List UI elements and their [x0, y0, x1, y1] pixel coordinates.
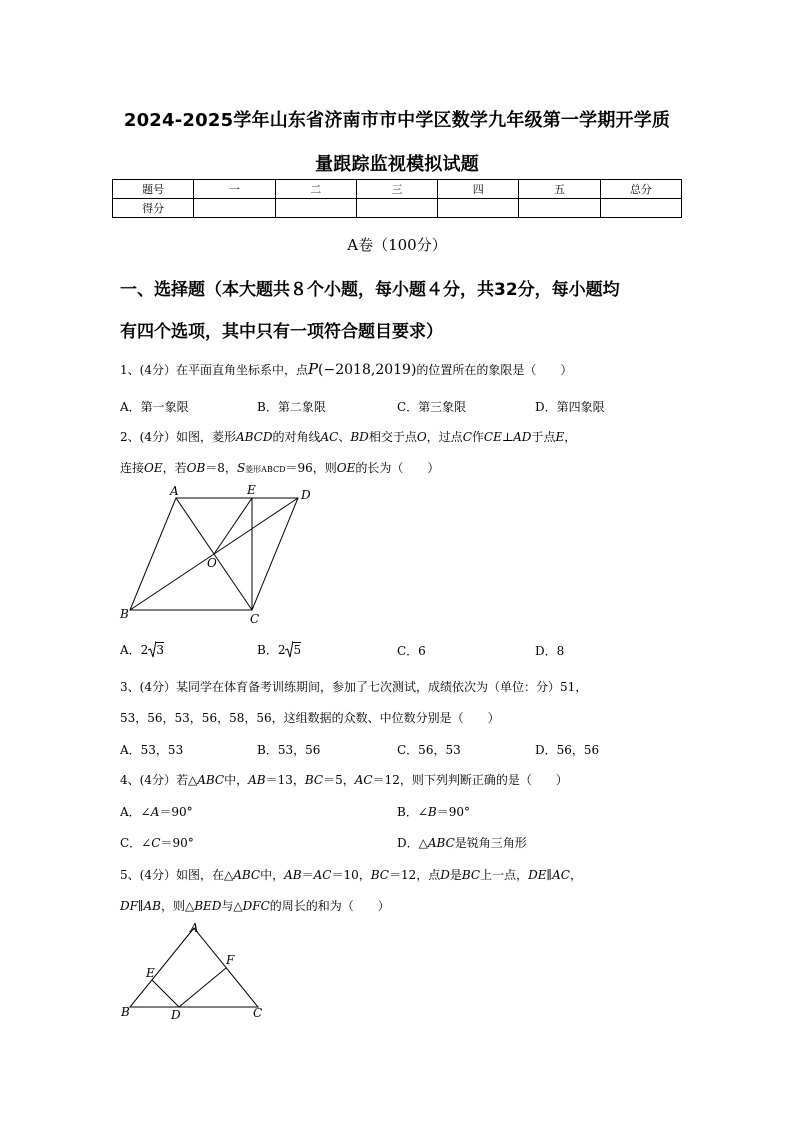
exam-title-line2: 量跟踪监视模拟试题: [315, 154, 479, 175]
q1-option-b[interactable]: B．第二象限: [257, 400, 326, 414]
segment-df: [179, 968, 226, 1007]
score-header-cell: 四: [438, 180, 519, 199]
score-table-header-row: [113, 180, 682, 199]
segment-oe: [214, 498, 252, 554]
label-o: O: [207, 556, 217, 570]
score-header-cell: 三: [356, 180, 437, 199]
q4-stem: 4、(4分）若△ABC中，AB＝13，BC＝5，AC＝12，则下列判断正确的是（ ）: [120, 773, 568, 787]
label-d: D: [301, 488, 311, 502]
q3-stem-line1: 3、(4分）某同学在体育备考训练期间，参加了七次测试，成绩依次为（单位：分）51，: [120, 680, 588, 694]
q3-option-d[interactable]: D．56，56: [535, 743, 600, 757]
label-a: A: [190, 921, 199, 935]
label-a: A: [170, 484, 179, 498]
label-f: F: [226, 953, 235, 967]
segment-de: [152, 980, 179, 1007]
label-c: C: [250, 612, 260, 626]
score-header-cell: 五: [519, 180, 600, 199]
q4-option-c[interactable]: C．∠C＝90°: [120, 836, 194, 850]
score-cell[interactable]: [600, 199, 681, 218]
q3-option-a[interactable]: A．53，53: [120, 743, 184, 757]
score-cell[interactable]: [275, 199, 356, 218]
score-header-cell: 总分: [600, 180, 681, 199]
q5-stem-line1: 5、(4分）如图，在△ABC中，AB＝AC＝10，BC＝12，点D是BC上一点，DE∥AC，: [120, 868, 582, 882]
score-row-label: 得分: [113, 199, 194, 218]
section1-heading-line2: 有四个选项，其中只有一项符合题目要求）: [120, 322, 443, 342]
score-cell[interactable]: [519, 199, 600, 218]
q2-option-a[interactable]: A．2 3: [120, 640, 164, 658]
score-cell[interactable]: [438, 199, 519, 218]
section1-heading-line1: 一、选择题（本大题共８个小题，每小题４分，共32分，每小题均: [120, 280, 620, 300]
label-b: B: [121, 1005, 130, 1019]
paper-part-heading: A卷（100分）: [347, 236, 447, 254]
q3-stem-line2: 53，56，53，56，58，56，这组数据的众数、中位数分别是（ ）: [120, 711, 500, 725]
q2-option-b[interactable]: B．2 5: [257, 640, 301, 658]
score-table-score-row: [113, 199, 682, 218]
score-cell[interactable]: [194, 199, 275, 218]
q4-option-b[interactable]: B．∠B＝90°: [397, 805, 470, 819]
q1-stem: 1、(4分）在平面直角坐标系中，点P(−2018,2019)的位置所在的象限是（ ）: [120, 360, 573, 378]
label-e: E: [146, 966, 155, 980]
q1-option-a[interactable]: A．第一象限: [120, 400, 189, 414]
exam-title-line1: 2024-2025学年山东省济南市市中学区数学九年级第一学期开学质: [123, 110, 671, 131]
q2-option-c[interactable]: C．6: [397, 644, 426, 658]
q5-triangle-figure: [112, 918, 282, 1028]
score-cell[interactable]: [356, 199, 437, 218]
q5-stem-line2: DF∥AB，则△BED与△DFC的周长的和为（ ）: [120, 899, 390, 913]
q2-rhombus-figure: [112, 480, 322, 630]
score-header-cell: 一: [194, 180, 275, 199]
q3-option-c[interactable]: C．56，53: [397, 743, 461, 757]
q2-option-d[interactable]: D．8: [535, 644, 565, 658]
q3-option-b[interactable]: B．53，56: [257, 743, 321, 757]
score-header-cell: 题号: [113, 180, 194, 199]
q2-stem-line1: 2、(4分）如图，菱形ABCD的对角线AC、BD相交于点O，过点C作CE⊥AD于点E，: [120, 430, 577, 444]
score-header-cell: 二: [275, 180, 356, 199]
q1-option-c[interactable]: C．第三象限: [397, 400, 467, 414]
score-table: [112, 179, 682, 218]
label-e: E: [247, 483, 256, 497]
label-d: D: [171, 1008, 181, 1022]
q4-option-a[interactable]: A．∠A＝90°: [120, 805, 193, 819]
q4-option-d[interactable]: D．△ABC是锐角三角形: [397, 836, 527, 850]
q2-stem-line2: 连接OE，若OB＝8，S菱形ABCD＝96，则OE的长为（ ）: [120, 461, 440, 475]
label-b: B: [120, 607, 129, 621]
label-c: C: [253, 1006, 263, 1020]
q1-option-d[interactable]: D．第四象限: [535, 400, 605, 414]
